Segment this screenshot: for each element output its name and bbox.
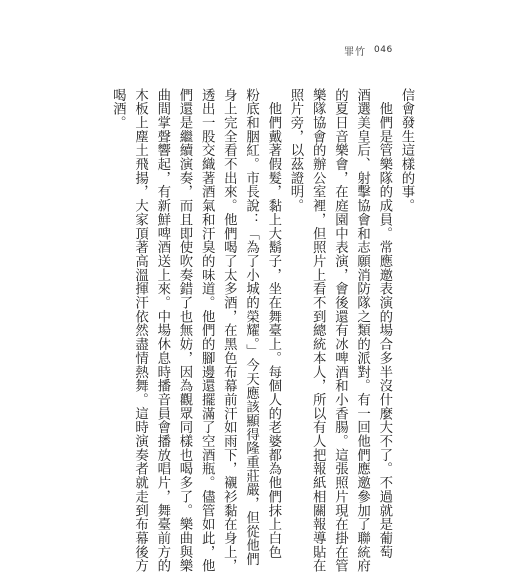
paragraph-2 (284, 88, 395, 573)
paragraph-3 (106, 88, 284, 573)
text-line: 粉底和胭紅。市長說：「為了小城的榮耀。」今天應該顯得隆重莊嚴，但從他們 (243, 88, 259, 567)
paragraph-1 (395, 88, 417, 458)
text-line: 他們是管樂隊的成員。常應邀表演的場合多半沒什麼大不了。不過就是葡萄 (376, 88, 392, 559)
text-line: 信會發生這樣的事。 (399, 88, 414, 213)
page-number: 046 (374, 45, 393, 55)
text-line: 酒選美皇后、射擊協會和志願消防隊之類的派對。有一回他們應邀參加了聯統府 (354, 88, 370, 573)
text-line: 他們戴著假髮，黏上大鬍子，坐在舞臺上。每個人的老婆都為他們抹上白色 (265, 88, 281, 559)
text-line: 們還是繼續演奏，而且即使吹奏錯了也無妨，因為觀眾同樣也喝多了。樂曲與樂 (176, 88, 192, 573)
running-title: 罪竹 (344, 46, 366, 58)
text-line: 透出一股交織著酒氣和汗臭的味道。他們的腳邊還擺滿了空酒瓶。儘管如此，他 (199, 88, 215, 573)
text-line: 喝酒。 (110, 88, 126, 130)
running-head (344, 43, 454, 57)
text-line: 曲間掌聲響起，有新鮮啤酒送上來。中場休息時播音員會播放唱片，舞臺前方的 (154, 88, 170, 573)
text-line: 身上完全看不出來。他們喝了太多酒，在黑色布幕前汗如雨下，襯衫黏在身上， (221, 88, 237, 573)
text-line: 的夏日音樂會，在庭園中表演，會後還有冰啤酒和小香腸。這張照片現在掛在管 (332, 88, 348, 573)
text-line: 木板上塵土飛揚，大家頂著高溫揮汗依然盡情熱舞。這時演奏者就走到布幕後方 (132, 88, 148, 573)
text-line: 照片旁，以茲證明。 (287, 88, 303, 213)
text-line: 樂隊協會的辦公室裡，但照片上看不到總統本人，所以有人把報紙相關報導貼在 (310, 88, 326, 573)
body-text (84, 88, 417, 573)
